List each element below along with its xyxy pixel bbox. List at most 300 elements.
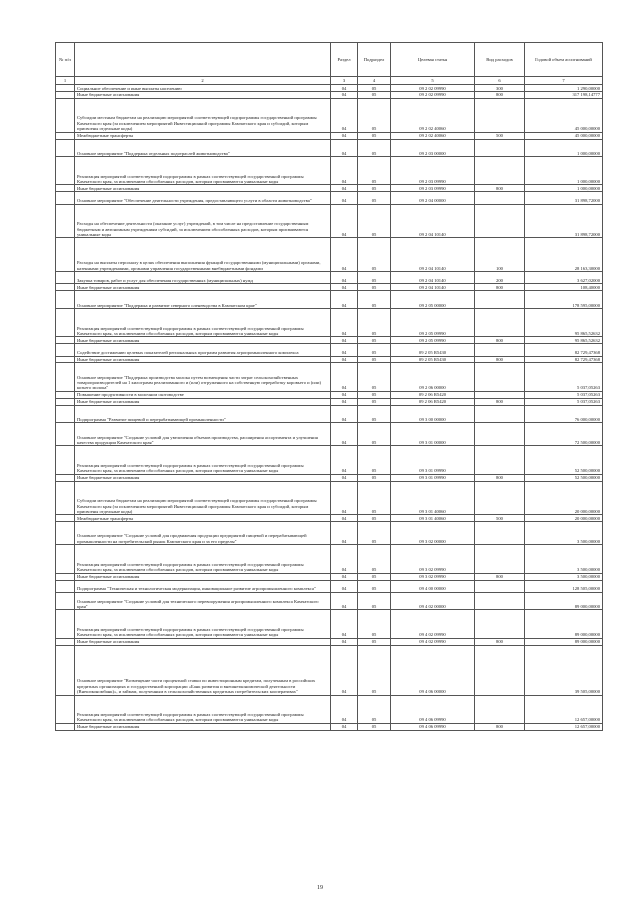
row-subsection: 05 [358,132,391,139]
row-target-code: 09 4 02 00000 [391,592,475,610]
row-description: Субсидии местным бюджетам на реализацию мероприятий соответствующей подпрограммы государственной программы Камчатского края (за исключением мероприятий Инвестиционной программы Камчатского края и субсидий, которым присвоены отдельные коды) [75,481,331,515]
row-description: Реализация мероприятий соответствующей подпрограммы в рамках соответствующей государственной программы Камчатского края, за исключением обособленных расходов, которым присваиваются уникальные коды [75,545,331,573]
row-target-code: 09 2 05 09990 [391,308,475,336]
row-section: 04 [331,638,358,645]
row-description: Иные бюджетные ассигнования [75,284,331,291]
row-target-code: 09 2 05 R5430 [391,344,475,356]
row-subsection: 05 [358,645,391,695]
row-amount: 12 657,00000 [525,695,603,723]
row-subsection: 05 [358,446,391,474]
row-amount: 82 729,47368 [525,356,603,363]
row-num-cell [56,291,75,309]
row-num-cell [56,522,75,545]
row-num-cell [56,573,75,580]
row-num-cell [56,204,75,238]
row-section: 04 [331,157,358,185]
row-section: 04 [331,695,358,723]
row-amount: 5 037,05263 [525,398,603,405]
table-row [56,356,603,363]
row-section: 04 [331,337,358,344]
row-target-code: 09 3 01 40060 [391,515,475,522]
column-number: 4 [358,77,391,85]
row-expense-type: 800 [475,185,525,192]
row-target-code: 09 4 06 09990 [391,723,475,730]
row-subsection: 05 [358,98,391,132]
table-body [56,85,603,731]
row-section: 04 [331,91,358,98]
row-description: Основное мероприятие "Поддержка производства молока путем возмещения части затрат сельскохозяйственных товаропроизводителей на 1 килограмм реализованного и (или) отгруженного на собственную переработку коровьего и (или) козьего молока" [75,363,331,391]
row-description: Расходы на обеспечение деятельности (оказание услуг) учреждений, в том числе на предоставление государственным бюджетным и автономным учреждениям субсидий, за исключением обособленных расходов, которым присваиваются уникальные коды [75,204,331,238]
row-section: 04 [331,446,358,474]
row-target-code: 09 2 04 10140 [391,204,475,238]
row-expense-type [475,344,525,356]
row-description: Реализация мероприятий соответствующей подпрограммы в рамках соответствующей государственной программы Камчатского края, за исключением обособленных расходов, которым присваиваются уникальные коды [75,157,331,185]
row-subsection: 05 [358,356,391,363]
page-number: 19 [317,885,323,891]
row-section: 04 [331,139,358,157]
row-description: Иные бюджетные ассигнования [75,337,331,344]
row-num-cell [56,474,75,481]
row-description: Реализация мероприятий соответствующей подпрограммы в рамках соответствующей государственной программы Камчатского края, за исключением обособленных расходов, которым присваиваются уникальные коды [75,610,331,638]
row-amount: 20 000,00000 [525,481,603,515]
row-expense-type: 800 [475,474,525,481]
row-amount: 95 865,52632 [525,308,603,336]
row-description: Реализация мероприятий соответствующей подпрограммы в рамках соответствующей государственной программы Камчатского края, за исключением обособленных расходов, которым присваиваются уникальные коды [75,446,331,474]
row-num-cell [56,638,75,645]
header-num: № п/п [56,43,75,77]
row-amount: 52 500,00000 [525,446,603,474]
row-subsection: 05 [358,515,391,522]
row-subsection: 05 [358,695,391,723]
row-subsection: 05 [358,238,391,272]
table-row [56,645,603,695]
row-target-code: 09 3 01 00000 [391,423,475,446]
row-amount: 1 000,00000 [525,139,603,157]
row-description: Иные бюджетные ассигнования [75,474,331,481]
row-amount: 95 865,52632 [525,337,603,344]
row-expense-type [475,363,525,391]
table-row [56,695,603,723]
row-target-code: 09 2 05 00000 [391,291,475,309]
row-num-cell [56,423,75,446]
row-section: 04 [331,580,358,592]
row-section: 04 [331,291,358,309]
row-num-cell [56,98,75,132]
row-amount: 12 657,00000 [525,723,603,730]
header-section: Раздел [331,43,358,77]
row-subsection: 05 [358,344,391,356]
row-subsection: 05 [358,545,391,573]
row-amount: 72 500,00000 [525,423,603,446]
row-expense-type [475,204,525,238]
row-expense-type [475,192,525,204]
row-expense-type [475,139,525,157]
row-num-cell [56,284,75,291]
row-amount: 1 000,00000 [525,157,603,185]
row-num-cell [56,157,75,185]
row-target-code: 09 2 04 10140 [391,272,475,284]
row-section: 04 [331,481,358,515]
row-amount: 39 505,00000 [525,645,603,695]
row-description: Закупка товаров, работ и услуг для обеспечения государственных (муниципальных) нужд [75,272,331,284]
row-expense-type: 800 [475,356,525,363]
row-expense-type: 300 [475,85,525,92]
row-num-cell [56,391,75,398]
row-amount: 89 000,00000 [525,610,603,638]
row-num-cell [56,481,75,515]
row-section: 04 [331,284,358,291]
row-amount: 28 163,30000 [525,238,603,272]
row-target-code: 09 2 05 09990 [391,337,475,344]
row-description: Иные бюджетные ассигнования [75,185,331,192]
row-amount: 31 898,72000 [525,192,603,204]
row-subsection: 05 [358,474,391,481]
row-expense-type: 800 [475,398,525,405]
table-row [56,474,603,481]
table-row [56,308,603,336]
table-row [56,344,603,356]
row-num-cell [56,272,75,284]
row-num-cell [56,545,75,573]
row-amount: 31 898,72000 [525,204,603,238]
row-expense-type: 800 [475,723,525,730]
row-num-cell [56,91,75,98]
row-amount: 3 500,00000 [525,573,603,580]
row-description: Основное мероприятие "Возмещение части процентной ставки по инвестиционным кредитам, полученным в российских кредитных организациях и государственной корпорации «Банк развития и внешнеэкономической деятельности (Внешэкономбанк)», и займам, полученным в сельскохозяйственных кредитных потребительских кооперативах" [75,645,331,695]
header-target: Целевая статья [391,43,475,77]
row-target-code: 09 3 01 09990 [391,474,475,481]
row-expense-type: 500 [475,515,525,522]
column-number: 3 [331,77,358,85]
row-target-code: 09 3 00 00000 [391,405,475,423]
row-amount: 128 505,00000 [525,580,603,592]
row-num-cell [56,238,75,272]
row-subsection: 05 [358,723,391,730]
row-description: Иные бюджетные ассигнования [75,398,331,405]
row-target-code: 09 4 00 00000 [391,580,475,592]
table-row [56,545,603,573]
row-num-cell [56,356,75,363]
column-number: 7 [525,77,603,85]
row-num-cell [56,515,75,522]
row-description: Межбюджетные трансферты [75,515,331,522]
row-section: 04 [331,610,358,638]
row-expense-type [475,545,525,573]
row-target-code: 09 2 02 09990 [391,85,475,92]
row-subsection: 05 [358,522,391,545]
row-subsection: 05 [358,204,391,238]
row-description: Подпрограмма "Техническая и технологическая модернизация, инновационное развитие агропромышленного комплекса" [75,580,331,592]
table-row [56,192,603,204]
header-subsection: Подраздел [358,43,391,77]
row-description: Социальное обеспечение и иные выплаты населению [75,85,331,92]
row-subsection: 05 [358,272,391,284]
row-expense-type: 800 [475,91,525,98]
row-num-cell [56,723,75,730]
row-description: Расходы на выплаты персоналу в целях обеспечения выполнения функций государственными (муниципальными) органами, казенными учреждениями, органами управления государственными внебюджетными фондами [75,238,331,272]
table-row [56,522,603,545]
row-num-cell [56,580,75,592]
row-num-cell [56,132,75,139]
row-section: 04 [331,645,358,695]
row-target-code: 09 4 02 09990 [391,638,475,645]
table-row [56,515,603,522]
row-section: 04 [331,398,358,405]
column-number: 6 [475,77,525,85]
row-subsection: 05 [358,580,391,592]
row-expense-type [475,157,525,185]
row-num-cell [56,405,75,423]
row-subsection: 05 [358,481,391,515]
row-num-cell [56,610,75,638]
row-subsection: 05 [358,337,391,344]
row-expense-type [475,291,525,309]
table-row [56,423,603,446]
row-num-cell [56,85,75,92]
row-target-code: 09 4 02 09990 [391,610,475,638]
row-description: Реализация мероприятий соответствующей подпрограммы в рамках соответствующей государственной программы Камчатского края, за исключением обособленных расходов, которым присваиваются уникальные коды [75,695,331,723]
row-description: Основное мероприятие "Поддержка отдельных подотраслей животноводства" [75,139,331,157]
row-section: 04 [331,356,358,363]
row-num-cell [56,308,75,336]
column-number-row [56,77,603,85]
column-number: 2 [75,77,331,85]
row-section: 04 [331,405,358,423]
row-expense-type: 800 [475,337,525,344]
table-row [56,391,603,398]
row-expense-type [475,695,525,723]
row-subsection: 05 [358,91,391,98]
row-subsection: 05 [358,398,391,405]
row-target-code: 09 2 02 09990 [391,91,475,98]
row-section: 04 [331,308,358,336]
row-target-code: 09 2 03 09990 [391,185,475,192]
table-row [56,272,603,284]
row-subsection: 05 [358,85,391,92]
header-expense: Вид расходов [475,43,525,77]
table-row [56,592,603,610]
row-expense-type [475,405,525,423]
row-target-code: 09 3 02 09990 [391,545,475,573]
row-target-code: 09 2 04 10140 [391,238,475,272]
row-amount: 89 000,00000 [525,638,603,645]
row-subsection: 05 [358,139,391,157]
header-total: Годовой объем ассигнований [525,43,603,77]
row-subsection: 05 [358,157,391,185]
table-row [56,580,603,592]
row-subsection: 05 [358,638,391,645]
row-target-code: 09 3 02 00000 [391,522,475,545]
row-expense-type [475,580,525,592]
budget-table [55,42,603,731]
row-section: 04 [331,423,358,446]
column-number: 5 [391,77,475,85]
table-row [56,398,603,405]
row-target-code: 09 2 04 00000 [391,192,475,204]
row-section: 04 [331,344,358,356]
row-expense-type [475,645,525,695]
row-target-code: 09 2 05 R5430 [391,356,475,363]
row-section: 04 [331,272,358,284]
row-description: Основное мероприятие "Обеспечение деятельности учреждения, предоставляющего услуги в области животноводства" [75,192,331,204]
table-row [56,157,603,185]
row-expense-type: 800 [475,284,525,291]
row-description: Иные бюджетные ассигнования [75,91,331,98]
row-target-code: 09 2 06 R5420 [391,391,475,398]
row-description: Основное мероприятие "Поддержка и развитие северного оленеводства в Камчатском крае" [75,291,331,309]
row-expense-type [475,308,525,336]
row-target-code: 09 3 02 09990 [391,573,475,580]
row-expense-type: 800 [475,573,525,580]
row-amount: 5 037,05263 [525,391,603,398]
row-num-cell [56,363,75,391]
table-row [56,363,603,391]
row-section: 04 [331,515,358,522]
row-description: Содействие достижению целевых показателей региональных программ развития агропромышленного комплекса [75,344,331,356]
row-target-code: 09 3 01 09990 [391,446,475,474]
row-amount: 45 000,00000 [525,132,603,139]
row-target-code: 09 4 06 09990 [391,695,475,723]
table-row [56,610,603,638]
row-description: Иные бюджетные ассигнования [75,356,331,363]
row-description: Иные бюджетные ассигнования [75,573,331,580]
table-row [56,85,603,92]
row-amount: 20 000,00000 [525,515,603,522]
table-row [56,238,603,272]
table-row [56,185,603,192]
row-description: Реализация мероприятий соответствующей подпрограммы в рамках соответствующей государственной программы Камчатского края, за исключением обособленных расходов, которым присваиваются уникальные коды [75,308,331,336]
row-section: 04 [331,522,358,545]
header-name [75,43,331,77]
table-row [56,446,603,474]
row-subsection: 05 [358,363,391,391]
row-section: 04 [331,592,358,610]
table-row [56,481,603,515]
row-description: Основное мероприятие "Создание условий для технического перевооружения агропромышленного комплекса Камчатского края" [75,592,331,610]
row-subsection: 05 [358,573,391,580]
row-amount: 5 037,05263 [525,363,603,391]
row-amount: 317 198,14777 [525,91,603,98]
row-num-cell [56,695,75,723]
row-num-cell [56,645,75,695]
row-subsection: 05 [358,308,391,336]
row-section: 04 [331,132,358,139]
row-amount: 1 000,00000 [525,185,603,192]
table-row [56,405,603,423]
row-target-code: 09 4 06 00000 [391,645,475,695]
table-row [56,291,603,309]
row-description: Иные бюджетные ассигнования [75,723,331,730]
row-subsection: 05 [358,185,391,192]
row-target-code: 09 2 06 00000 [391,363,475,391]
row-amount: 3 500,00000 [525,545,603,573]
row-description: Основное мероприятие "Создание условий для увеличения объемов производства, расширения ассортимента и улучшения качества продукции Камчатского края" [75,423,331,446]
row-description: Иные бюджетные ассигнования [75,638,331,645]
table-row [56,284,603,291]
row-section: 04 [331,545,358,573]
row-subsection: 05 [358,291,391,309]
row-amount: 89 000,00000 [525,592,603,610]
row-section: 04 [331,391,358,398]
row-amount: 76 000,00000 [525,405,603,423]
table-row [56,723,603,730]
row-description: Субсидии местным бюджетам на реализацию мероприятий соответствующей подпрограммы государственной программы Камчатского края (за исключением мероприятий Инвестиционной программы Камчатского края и субсидий, которым присвоены отдельные коды) [75,98,331,132]
row-target-code: 09 2 03 00000 [391,139,475,157]
table-row [56,204,603,238]
row-num-cell [56,592,75,610]
row-target-code: 09 2 03 09990 [391,157,475,185]
row-section: 04 [331,85,358,92]
row-target-code: 09 2 04 10140 [391,284,475,291]
row-expense-type [475,592,525,610]
row-expense-type: 500 [475,132,525,139]
row-description: Повышение продуктивности в молочном скотоводстве [75,391,331,398]
row-num-cell [56,398,75,405]
table-row [56,638,603,645]
table-row [56,573,603,580]
row-expense-type [475,481,525,515]
row-expense-type [475,610,525,638]
row-expense-type [475,522,525,545]
row-num-cell [56,185,75,192]
row-section: 04 [331,185,358,192]
row-section: 04 [331,98,358,132]
table-row [56,91,603,98]
row-subsection: 05 [358,405,391,423]
table-row [56,98,603,132]
row-amount: 45 000,00000 [525,98,603,132]
row-amount: 108,40000 [525,284,603,291]
row-num-cell [56,337,75,344]
row-subsection: 05 [358,423,391,446]
row-amount: 82 729,47368 [525,344,603,356]
row-section: 04 [331,363,358,391]
row-section: 04 [331,573,358,580]
table-row [56,139,603,157]
row-section: 04 [331,474,358,481]
row-subsection: 05 [358,284,391,291]
row-expense-type [475,98,525,132]
row-expense-type: 800 [475,638,525,645]
row-description: Основное мероприятие "Создание условий для продвижения продукции предприятий пищевой и перерабатывающей промышленности на потребительский рынок Камчатского края и за его пределы" [75,522,331,545]
row-expense-type [475,423,525,446]
row-amount: 178 595,00000 [525,291,603,309]
row-description: Подпрограмма "Развитие пищевой и перерабатывающей промышленности" [75,405,331,423]
row-num-cell [56,139,75,157]
row-subsection: 05 [358,592,391,610]
row-section: 04 [331,723,358,730]
row-expense-type [475,391,525,398]
row-target-code: 09 2 02 40060 [391,98,475,132]
row-description: Межбюджетные трансферты [75,132,331,139]
row-expense-type: 200 [475,272,525,284]
row-target-code: 09 2 06 R5420 [391,398,475,405]
row-subsection: 05 [358,192,391,204]
row-section: 04 [331,192,358,204]
row-subsection: 05 [358,391,391,398]
row-amount: 52 500,00000 [525,474,603,481]
row-num-cell [56,446,75,474]
row-num-cell [56,192,75,204]
row-section: 04 [331,238,358,272]
table-row [56,337,603,344]
header-row [56,43,603,77]
row-amount: 3 500,00000 [525,522,603,545]
table-row [56,132,603,139]
row-amount: 3 627,02000 [525,272,603,284]
row-target-code: 09 2 02 40060 [391,132,475,139]
row-expense-type [475,446,525,474]
